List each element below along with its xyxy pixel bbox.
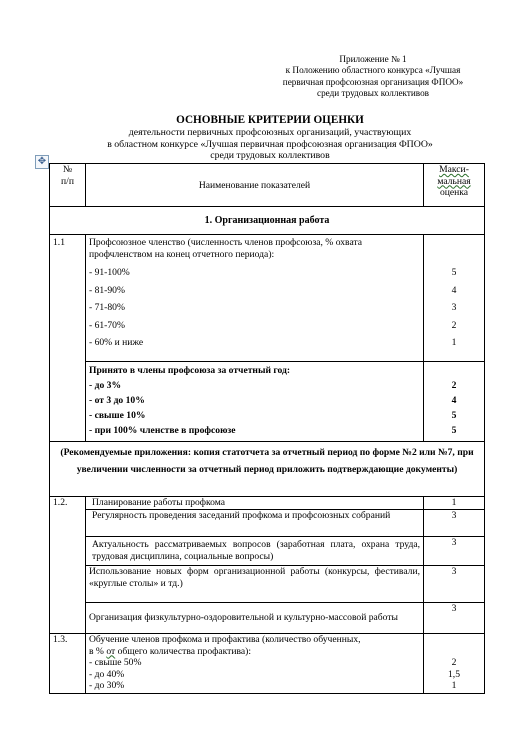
score: 3 — [424, 510, 485, 537]
row-content: Актуальность рассматриваемых вопросов (заработная плата, охрана труда, трудовая дисциплина, социальные вопросы) — [86, 537, 424, 566]
score: 4 — [451, 395, 457, 406]
score: 1,5 — [448, 668, 460, 680]
table-row — [50, 603, 485, 634]
recommended-note: (Рекомендуемые приложения: копия статотчета за отчетный период по форме №2 или №7, при увеличении численности за отчетный период приложить подтверждающие документы) — [50, 442, 485, 497]
annex-line: Приложение № 1 — [339, 54, 407, 64]
row-intro-b-post: общего количества профактива): — [115, 645, 251, 657]
row-intro-a: Обучение членов профкома и профактива (количество обученных, — [89, 634, 361, 645]
header-max-top: Макси- — [439, 164, 469, 175]
score: 5 — [451, 410, 457, 421]
header-num-cell — [50, 164, 86, 207]
score: 1 — [451, 337, 457, 349]
list-item: - от 3 до 10% — [89, 395, 145, 406]
row-num: 1.3. — [50, 634, 86, 694]
score: 1 — [424, 497, 485, 510]
header-max-cell — [424, 164, 485, 207]
row-content: Организация физкультурно-оздоровительной и культурно-массовой работы — [86, 603, 424, 634]
table-row — [50, 497, 485, 510]
list-item: - свыше 50% — [89, 657, 142, 669]
score: 4 — [451, 284, 457, 296]
list-item: - 61-70% — [89, 319, 125, 331]
row-num: 1.2. — [50, 497, 86, 634]
table-row — [50, 235, 485, 362]
annex-line: среди трудовых коллективов — [317, 88, 429, 99]
table-header-row — [50, 164, 485, 207]
table-row — [50, 566, 485, 603]
table-row — [50, 362, 485, 442]
title-line-2: в областном конкурсе «Лучшая первичная профсоюзная организация ФПОО» — [107, 138, 433, 150]
annex-reference — [268, 54, 478, 100]
document-title — [60, 114, 480, 162]
table-row — [50, 634, 485, 694]
score: 2 — [451, 380, 457, 391]
list-item: - 91-100% — [89, 267, 130, 279]
row-content — [86, 362, 424, 442]
annex-line: к Положению областного конкурса «Лучшая — [285, 65, 461, 76]
title-main: ОСНОВНЫЕ КРИТЕРИИ ОЦЕНКИ — [176, 114, 364, 126]
row-scores — [424, 634, 485, 694]
recommended-row — [50, 442, 485, 497]
row-intro: Профсоюзное членство (численность членов профсоюза, % охвата профчленством на конец отчетного периода): — [89, 237, 363, 260]
row-content: Планирование работы профкома — [86, 497, 424, 510]
annex-line: первичная профсоюзная организация ФПОО» — [282, 76, 464, 87]
score: 1 — [451, 680, 457, 692]
score: 2 — [451, 657, 457, 669]
list-item: - до 3% — [89, 380, 122, 391]
row-intro-b-wavy: от — [106, 645, 116, 657]
criteria-table — [49, 163, 485, 694]
section-row — [50, 207, 485, 235]
score: 5 — [451, 267, 457, 279]
header-num-top: № — [62, 164, 73, 175]
row-intro-b-pre: в % — [89, 645, 107, 657]
title-line-3: среди трудовых коллективов — [210, 150, 330, 162]
row-content: Использование новых форм организационной работы (конкурсы, фестивали, «круглые столы» и тд.) — [86, 566, 424, 603]
header-name-cell: Наименование показателей — [86, 164, 424, 207]
score: 2 — [451, 319, 457, 331]
table-row — [50, 537, 485, 566]
list-item: - 81-90% — [89, 284, 125, 296]
score: 3 — [424, 603, 485, 634]
table-row — [50, 510, 485, 537]
list-item: - 60% и ниже — [89, 337, 144, 349]
list-item: - до 30% — [89, 680, 125, 692]
header-max-middle: мальная — [437, 175, 471, 187]
row-scores — [424, 362, 485, 442]
header-max-bottom: оценка — [439, 187, 469, 199]
row-content — [86, 235, 424, 362]
row-num: 1.1 — [50, 235, 86, 442]
score: 3 — [451, 302, 457, 314]
accepted-title: Принято в члены профсоюза за отчетный год: — [89, 365, 291, 376]
row-content — [86, 634, 424, 694]
score: 3 — [424, 566, 485, 603]
title-line-1: деятельности первичных профсоюзных организаций, участвующих — [128, 127, 412, 138]
row-scores — [424, 235, 485, 362]
header-num-bottom: п/п — [61, 175, 74, 187]
row-intro-b — [89, 646, 420, 658]
table-move-handle-icon[interactable]: ✥ — [35, 155, 49, 169]
score: 5 — [451, 425, 457, 436]
row-content: Регулярность проведения заседаний профкома и профсоюзных собраний — [86, 510, 424, 537]
score: 3 — [424, 537, 485, 566]
list-item: - при 100% членстве в профсоюзе — [89, 425, 236, 436]
list-item: - свыше 10% — [89, 410, 146, 421]
list-item: - 71-80% — [89, 302, 125, 314]
list-item: - до 40% — [89, 668, 125, 680]
section-title: 1. Организационная работа — [50, 207, 485, 235]
